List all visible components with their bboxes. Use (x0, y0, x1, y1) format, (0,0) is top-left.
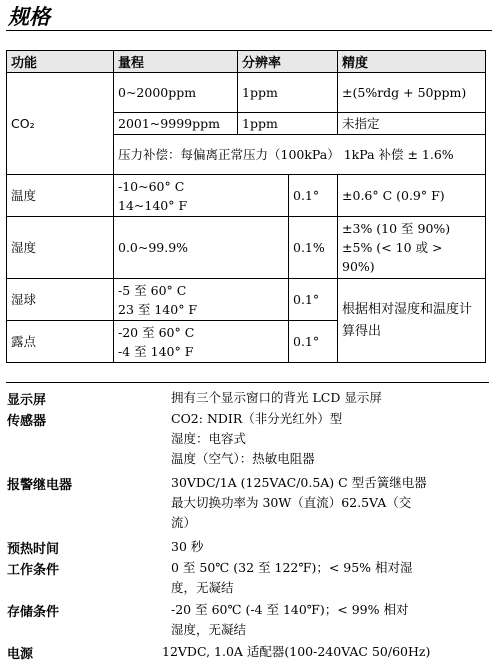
temperature-label: 温度 (7, 175, 114, 217)
co2-label: CO₂ (7, 73, 114, 175)
page-title: 规格 (8, 5, 50, 29)
co2-resolution-2: 1ppm (238, 113, 338, 135)
temperature-resolution: 0.1° (289, 175, 338, 217)
warmup-value: 30 秒 (171, 539, 204, 554)
display-value: 拥有三个显示窗口的背光 LCD 显示屏 (171, 390, 382, 405)
wet-bulb-range: -5 至 60° C 23 至 140° F (114, 279, 289, 321)
storage-conditions-value: -20 至 60℃ (-4 至 140℉)；< 99% 相对 湿度，无凝结 (171, 602, 409, 637)
co2-accuracy-2: 未指定 (338, 113, 486, 135)
co2-range-2: 2001~9999ppm (114, 113, 238, 135)
wet-bulb-label: 湿球 (7, 279, 114, 321)
header-accuracy: 精度 (338, 51, 486, 73)
storage-conditions-label: 存储条件 (7, 605, 60, 620)
table-header-row (7, 51, 486, 73)
dew-point-label: 露点 (7, 321, 114, 363)
dew-point-resolution: 0.1° (289, 321, 338, 363)
table-row (7, 175, 486, 217)
co2-resolution-1: 1ppm (238, 73, 338, 113)
power-label: 电源 (7, 647, 34, 662)
power-value: 12VDC, 1.0A 适配器(100-240VAC 50/60Hz) (162, 644, 431, 659)
header-range: 量程 (114, 51, 238, 73)
calculated-note: 根据相对湿度和温度计算得出 (338, 279, 486, 363)
header-function: 功能 (7, 51, 114, 73)
humidity-label: 湿度 (7, 217, 114, 279)
title-underline (6, 30, 492, 31)
table-row (7, 73, 486, 113)
sensors-label: 传感器 (7, 414, 47, 429)
temperature-range: -10~60° C 14~140° F (114, 175, 289, 217)
co2-accuracy-1: ±(5%rdg + 50ppm) (338, 73, 486, 113)
co2-pressure-note: 压力补偿：每偏离正常压力（100kPa） 1kPa 补偿 ± 1.6% (114, 135, 486, 175)
section-divider (6, 382, 489, 383)
display-label: 显示屏 (7, 393, 47, 408)
operating-conditions-label: 工作条件 (7, 563, 60, 578)
humidity-accuracy: ±3% (10 至 90%) ±5% (< 10 或 > 90%) (338, 217, 486, 279)
dew-point-range: -20 至 60° C -4 至 140° F (114, 321, 289, 363)
table-row (7, 279, 486, 321)
sensors-value: CO2: NDIR（非分光红外）型 湿度：电容式 温度（空气）：热敏电阻器 (171, 411, 343, 466)
operating-conditions-value: 0 至 50℃ (32 至 122℉)；< 95% 相对湿 度，无凝结 (171, 560, 413, 595)
alarm-relay-value: 30VDC/1A (125VAC/0.5A) C 型舌簧继电器 最大切换功率为 30W（直流）62.5VA（交 流） (171, 475, 427, 530)
specifications-table (6, 50, 486, 363)
alarm-relay-label: 报警继电器 (7, 478, 73, 493)
wet-bulb-resolution: 0.1° (289, 279, 338, 321)
warmup-label: 预热时间 (7, 542, 60, 557)
table-row (7, 217, 486, 279)
humidity-resolution: 0.1% (289, 217, 338, 279)
humidity-range: 0.0~99.9% (114, 217, 289, 279)
header-resolution: 分辨率 (238, 51, 338, 73)
co2-range-1: 0~2000ppm (114, 73, 238, 113)
temperature-accuracy: ±0.6° C (0.9° F) (338, 175, 486, 217)
